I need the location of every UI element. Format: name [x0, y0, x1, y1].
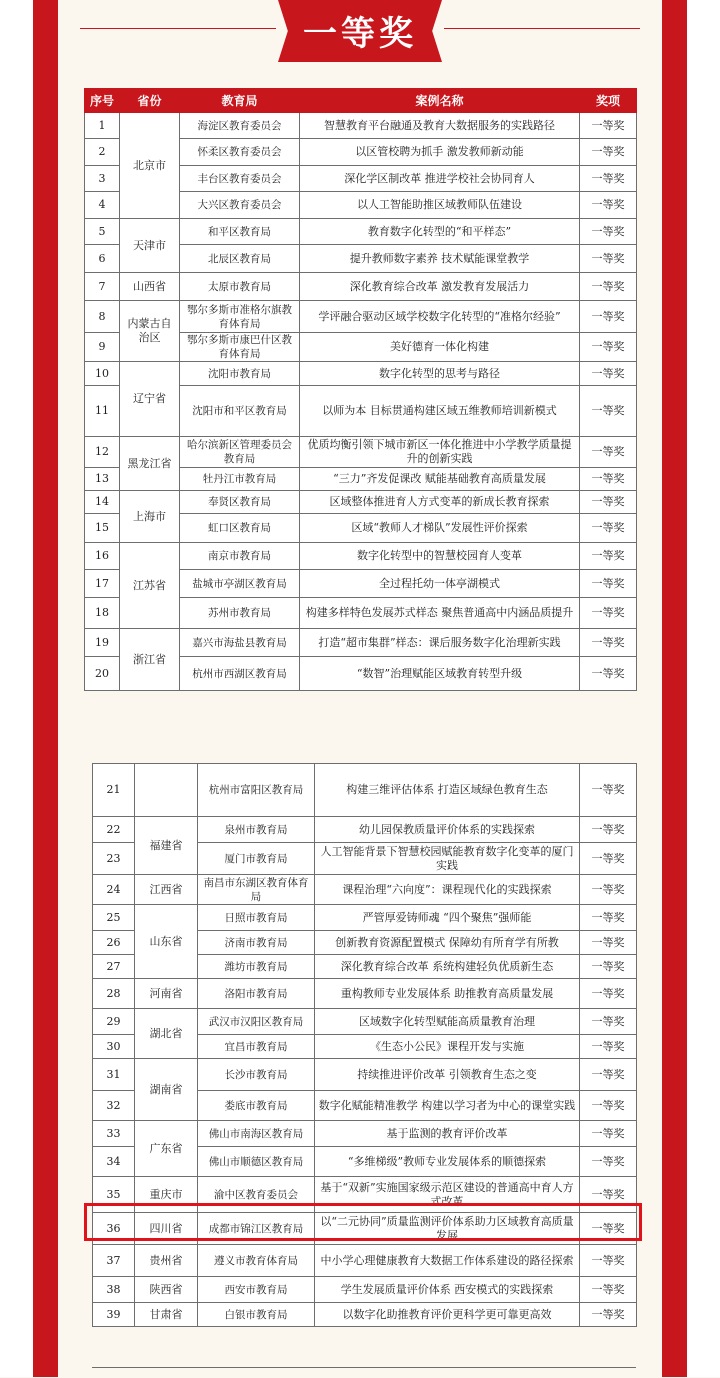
case-name-cell: “三力”齐发促课改 赋能基础教育高质量发展 [300, 468, 580, 491]
bureau-cell: 成都市锦江区教育局 [198, 1213, 315, 1245]
row-number: 19 [85, 629, 120, 657]
row-number: 3 [85, 166, 120, 192]
bureau-cell: 和平区教育局 [180, 219, 300, 245]
award-banner [278, 0, 442, 62]
award-cell: 一等奖 [580, 543, 637, 570]
province-cell: 内蒙古自治区 [120, 301, 180, 362]
bureau-cell: 哈尔滨新区管理委员会教育局 [180, 437, 300, 468]
award-table-part1 [84, 88, 637, 691]
table-row [85, 273, 637, 301]
award-cell: 一等奖 [580, 955, 637, 979]
row-number: 30 [93, 1035, 135, 1059]
bureau-cell: 宜昌市教育局 [198, 1035, 315, 1059]
award-cell: 一等奖 [580, 166, 637, 192]
row-number: 33 [93, 1121, 135, 1147]
table-row [93, 764, 637, 817]
bureau-cell: 沈阳市教育局 [180, 362, 300, 386]
award-cell: 一等奖 [580, 979, 637, 1009]
province-cell: 天津市 [120, 219, 180, 273]
table-row [93, 875, 637, 905]
table-row [85, 113, 637, 139]
row-number: 18 [85, 598, 120, 629]
case-name-cell: 基于“双新”实施国家级示范区建设的普通高中育人方式改革 [315, 1177, 580, 1213]
row-number: 2 [85, 139, 120, 166]
bureau-cell: 杭州市富阳区教育局 [198, 764, 315, 817]
banner-title: 一等奖 [303, 14, 417, 54]
row-number: 20 [85, 657, 120, 691]
row-number: 21 [93, 764, 135, 817]
bureau-cell: 丰台区教育委员会 [180, 166, 300, 192]
table-row [85, 437, 637, 468]
bureau-cell: 遵义市教育体育局 [198, 1245, 315, 1277]
bureau-cell: 苏州市教育局 [180, 598, 300, 629]
province-cell: 贵州省 [135, 1245, 198, 1277]
award-cell: 一等奖 [580, 514, 637, 543]
row-number: 8 [85, 301, 120, 333]
table-row [93, 1059, 637, 1091]
row-number: 24 [93, 875, 135, 905]
bureau-cell: 佛山市南海区教育局 [198, 1121, 315, 1147]
bureau-cell: 盐城市亭湖区教育局 [180, 570, 300, 598]
table-row [85, 543, 637, 570]
award-cell: 一等奖 [580, 1009, 637, 1035]
case-name-cell: 构建多样特色发展苏式样态 聚焦普通高中内涵品质提升 [300, 598, 580, 629]
case-name-cell: “数智”治理赋能区域教育转型升级 [300, 657, 580, 691]
table-continuation [92, 1367, 636, 1378]
award-cell: 一等奖 [580, 1035, 637, 1059]
table-row [85, 629, 637, 657]
bureau-cell: 鄂尔多斯市准格尔旗教育体育局 [180, 301, 300, 333]
province-cell: 湖南省 [135, 1059, 198, 1121]
province-cell: 河南省 [135, 979, 198, 1009]
province-cell: 四川省 [135, 1213, 198, 1245]
case-name-cell: 学生发展质量评价体系 西安模式的实践探索 [315, 1277, 580, 1303]
province-cell: 山西省 [120, 273, 180, 301]
award-cell: 一等奖 [580, 437, 637, 468]
award-cell: 一等奖 [580, 843, 637, 875]
province-cell: 甘肃省 [135, 1303, 198, 1327]
row-number: 32 [93, 1091, 135, 1121]
bureau-cell: 虹口区教育局 [180, 514, 300, 543]
bureau-cell: 沈阳市和平区教育局 [180, 386, 300, 437]
row-number: 34 [93, 1147, 135, 1177]
bureau-cell: 牡丹江市教育局 [180, 468, 300, 491]
header-award: 奖项 [580, 89, 637, 113]
case-name-cell: 重构教师专业发展体系 助推教育高质量发展 [315, 979, 580, 1009]
row-number: 6 [85, 245, 120, 273]
header-no: 序号 [85, 89, 120, 113]
bureau-cell: 娄底市教育局 [198, 1091, 315, 1121]
award-cell: 一等奖 [580, 245, 637, 273]
case-name-cell: 提升教师数字素养 技术赋能课堂教学 [300, 245, 580, 273]
award-cell: 一等奖 [580, 113, 637, 139]
case-name-cell: 中小学心理健康教育大数据工作体系建设的路径探索 [315, 1245, 580, 1277]
award-cell: 一等奖 [580, 598, 637, 629]
award-cell: 一等奖 [580, 1121, 637, 1147]
row-number: 26 [93, 931, 135, 955]
table-row [93, 1277, 637, 1303]
province-cell: 江苏省 [120, 543, 180, 629]
row-number: 10 [85, 362, 120, 386]
table-row [93, 905, 637, 931]
bureau-cell: 奉贤区教育局 [180, 491, 300, 514]
row-number: 12 [85, 437, 120, 468]
case-name-cell: 以“二元协同”质量监测评价体系助力区域教育高质量发展 [315, 1213, 580, 1245]
case-name-cell: 优质均衡引领下城市新区一体化推进中小学教学质量提升的创新实践 [300, 437, 580, 468]
case-name-cell: 深化学区制改革 推进学校社会协同育人 [300, 166, 580, 192]
province-cell: 上海市 [120, 491, 180, 543]
row-number: 16 [85, 543, 120, 570]
award-cell: 一等奖 [580, 192, 637, 219]
bureau-cell: 怀柔区教育委员会 [180, 139, 300, 166]
award-cell: 一等奖 [580, 1091, 637, 1121]
row-number: 13 [85, 468, 120, 491]
bureau-cell: 杭州市西湖区教育局 [180, 657, 300, 691]
banner-line-left [80, 28, 276, 29]
award-cell: 一等奖 [580, 1277, 637, 1303]
case-name-cell: 《生态小公民》课程开发与实施 [315, 1035, 580, 1059]
province-cell: 黑龙江省 [120, 437, 180, 491]
banner-line-right [444, 28, 640, 29]
table-row [93, 1303, 637, 1327]
case-name-cell: 以数字化助推教育评价更科学更可靠更高效 [315, 1303, 580, 1327]
row-number: 7 [85, 273, 120, 301]
case-name-cell: 持续推进评价改革 引领教育生态之变 [315, 1059, 580, 1091]
row-number: 29 [93, 1009, 135, 1035]
table-row [93, 1009, 637, 1035]
bureau-cell: 西安市教育局 [198, 1277, 315, 1303]
award-table-part2 [92, 763, 637, 1327]
award-cell: 一等奖 [580, 362, 637, 386]
row-number: 28 [93, 979, 135, 1009]
province-cell: 重庆市 [135, 1177, 198, 1213]
table-row [85, 362, 637, 386]
award-cell: 一等奖 [580, 301, 637, 333]
award-cell: 一等奖 [580, 931, 637, 955]
bureau-cell: 太原市教育局 [180, 273, 300, 301]
award-cell: 一等奖 [580, 875, 637, 905]
bureau-cell: 海淀区教育委员会 [180, 113, 300, 139]
case-name-cell: 全过程托幼一体亭湖模式 [300, 570, 580, 598]
bureau-cell: 厦门市教育局 [198, 843, 315, 875]
row-number: 23 [93, 843, 135, 875]
award-cell: 一等奖 [580, 817, 637, 843]
province-cell: 福建省 [135, 817, 198, 875]
case-name-cell: 数字化转型的思考与路径 [300, 362, 580, 386]
award-cell: 一等奖 [580, 657, 637, 691]
award-cell: 一等奖 [580, 1177, 637, 1213]
row-number: 11 [85, 386, 120, 437]
highlight-box [84, 1203, 642, 1241]
province-cell: 山东省 [135, 905, 198, 979]
case-name-cell: 幼儿园保教质量评价体系的实践探索 [315, 817, 580, 843]
award-cell: 一等奖 [580, 570, 637, 598]
row-number: 14 [85, 491, 120, 514]
table-row [85, 301, 637, 333]
bureau-cell: 南昌市东湖区教育体育局 [198, 875, 315, 905]
case-name-cell: 数字化转型中的智慧校园育人变革 [300, 543, 580, 570]
award-cell: 一等奖 [580, 219, 637, 245]
award-cell: 一等奖 [580, 629, 637, 657]
table-row [93, 979, 637, 1009]
case-name-cell: 教育数字化转型的“和平样态” [300, 219, 580, 245]
bureau-cell: 南京市教育局 [180, 543, 300, 570]
bureau-cell: 北辰区教育局 [180, 245, 300, 273]
bureau-cell: 长沙市教育局 [198, 1059, 315, 1091]
row-number: 35 [93, 1177, 135, 1213]
case-name-cell: 区域“教师人才梯队”发展性评价探索 [300, 514, 580, 543]
province-cell: 广东省 [135, 1121, 198, 1177]
case-name-cell: 创新教育资源配置模式 保障幼有所育学有所教 [315, 931, 580, 955]
bureau-cell: 白银市教育局 [198, 1303, 315, 1327]
province-cell: 陕西省 [135, 1277, 198, 1303]
case-name-cell: 美好德育一体化构建 [300, 333, 580, 362]
case-name-cell: 以区管校聘为抓手 激发教师新动能 [300, 139, 580, 166]
province-cell: 辽宁省 [120, 362, 180, 437]
province-cell: 浙江省 [120, 629, 180, 691]
header-province: 省份 [120, 89, 180, 113]
row-number: 22 [93, 817, 135, 843]
row-number: 36 [93, 1213, 135, 1245]
case-name-cell: 深化教育综合改革 激发教育发展活力 [300, 273, 580, 301]
case-name-cell: 区域数字化转型赋能高质量教育治理 [315, 1009, 580, 1035]
case-name-cell: 数字化赋能精准教学 构建以学习者为中心的课堂实践 [315, 1091, 580, 1121]
province-cell: 湖北省 [135, 1009, 198, 1059]
case-name-cell: “多维梯级”教师专业发展体系的顺德探索 [315, 1147, 580, 1177]
case-name-cell: 基于监测的教育评价改革 [315, 1121, 580, 1147]
table-row [85, 491, 637, 514]
case-name-cell: 打造“超市集群”样态：课后服务数字化治理新实践 [300, 629, 580, 657]
award-cell: 一等奖 [580, 905, 637, 931]
case-name-cell: 智慧教育平台融通及教育大数据服务的实践路径 [300, 113, 580, 139]
row-number: 38 [93, 1277, 135, 1303]
bureau-cell: 泉州市教育局 [198, 817, 315, 843]
bureau-cell: 潍坊市教育局 [198, 955, 315, 979]
award-cell: 一等奖 [580, 386, 637, 437]
row-number: 15 [85, 514, 120, 543]
case-name-cell: 严管厚爱铸师魂 “四个聚焦”强师能 [315, 905, 580, 931]
bureau-cell: 日照市教育局 [198, 905, 315, 931]
award-cell: 一等奖 [580, 139, 637, 166]
row-number: 27 [93, 955, 135, 979]
case-name-cell: 区域整体推进育人方式变革的新成长教育探索 [300, 491, 580, 514]
award-cell: 一等奖 [580, 1213, 637, 1245]
left-red-border [0, 0, 58, 1377]
header-bureau: 教育局 [180, 89, 300, 113]
award-cell: 一等奖 [580, 1147, 637, 1177]
table-row [93, 1245, 637, 1277]
table-row [93, 1121, 637, 1147]
bureau-cell: 武汉市汉阳区教育局 [198, 1009, 315, 1035]
case-name-cell: 学评融合驱动区域学校数字化转型的“准格尔经验” [300, 301, 580, 333]
row-number: 39 [93, 1303, 135, 1327]
bureau-cell: 嘉兴市海盐县教育局 [180, 629, 300, 657]
award-cell: 一等奖 [580, 1245, 637, 1277]
case-name-cell: 课程治理“六向度”：课程现代化的实践探索 [315, 875, 580, 905]
case-name-cell: 深化教育综合改革 系统构建轻负优质新生态 [315, 955, 580, 979]
bureau-cell: 大兴区教育委员会 [180, 192, 300, 219]
award-cell: 一等奖 [580, 273, 637, 301]
table-row [85, 219, 637, 245]
table-row [93, 817, 637, 843]
row-number: 1 [85, 113, 120, 139]
award-cell: 一等奖 [580, 491, 637, 514]
row-number: 5 [85, 219, 120, 245]
case-name-cell: 人工智能背景下智慧校园赋能教育数字化变革的厦门实践 [315, 843, 580, 875]
award-cell: 一等奖 [580, 333, 637, 362]
province-cell: 江西省 [135, 875, 198, 905]
award-cell: 一等奖 [580, 1303, 637, 1327]
header-case: 案例名称 [300, 89, 580, 113]
province-cell [135, 764, 198, 817]
award-cell: 一等奖 [580, 468, 637, 491]
case-name-cell: 以师为本 目标贯通构建区域五维教师培训新模式 [300, 386, 580, 437]
row-number: 17 [85, 570, 120, 598]
bureau-cell: 渝中区教育委员会 [198, 1177, 315, 1213]
row-number: 37 [93, 1245, 135, 1277]
row-number: 9 [85, 333, 120, 362]
case-name-cell: 构建三维评估体系 打造区域绿色教育生态 [315, 764, 580, 817]
bureau-cell: 佛山市顺德区教育局 [198, 1147, 315, 1177]
province-cell: 北京市 [120, 113, 180, 219]
right-red-border [662, 0, 720, 1377]
bureau-cell: 济南市教育局 [198, 931, 315, 955]
bureau-cell: 洛阳市教育局 [198, 979, 315, 1009]
row-number: 25 [93, 905, 135, 931]
case-name-cell: 以人工智能助推区域教师队伍建设 [300, 192, 580, 219]
award-cell: 一等奖 [580, 764, 637, 817]
bureau-cell: 鄂尔多斯市康巴什区教育体育局 [180, 333, 300, 362]
row-number: 31 [93, 1059, 135, 1091]
award-cell: 一等奖 [580, 1059, 637, 1091]
row-number: 4 [85, 192, 120, 219]
